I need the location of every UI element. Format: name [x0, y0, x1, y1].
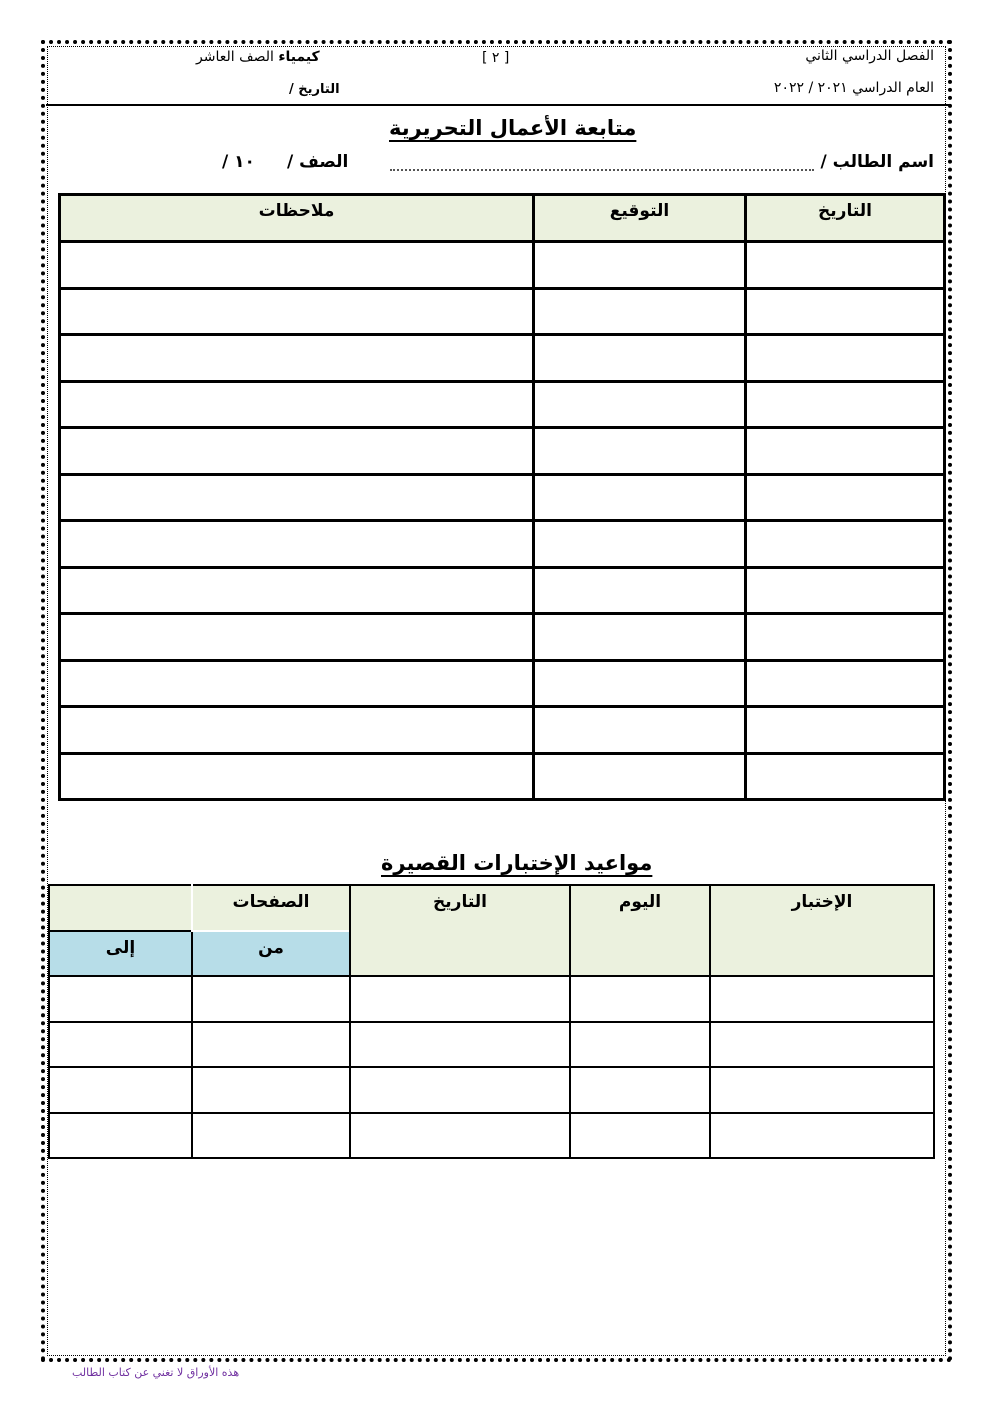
date-cell[interactable] — [350, 976, 570, 1022]
student-name-dots — [390, 169, 814, 171]
date-cell[interactable] — [746, 521, 945, 568]
notes-cell[interactable] — [60, 335, 534, 382]
table-row — [60, 614, 945, 661]
date-label: التاريخ / — [289, 82, 340, 97]
notes-cell[interactable] — [60, 567, 534, 614]
signature-cell[interactable] — [534, 474, 746, 521]
notes-cell[interactable] — [60, 707, 534, 754]
header-pages-spacer — [49, 885, 192, 931]
followup-table — [58, 193, 946, 801]
table-row — [49, 976, 934, 1022]
test-cell[interactable] — [710, 1067, 934, 1113]
table-row — [60, 567, 945, 614]
semester-label: الفصل الدراسي الثاني — [805, 48, 934, 64]
date-cell[interactable] — [746, 567, 945, 614]
to-cell[interactable] — [49, 1022, 192, 1068]
subject-grade — [196, 49, 320, 65]
from-cell[interactable] — [192, 1022, 350, 1068]
date-cell[interactable] — [746, 288, 945, 335]
quiz-header-row — [49, 885, 934, 931]
notes-cell[interactable] — [60, 242, 534, 289]
date-cell[interactable] — [746, 474, 945, 521]
subject-name: كيمياء — [278, 49, 320, 65]
date-cell[interactable] — [350, 1022, 570, 1068]
date-cell[interactable] — [350, 1113, 570, 1159]
header-to: إلى — [49, 931, 192, 976]
date-cell[interactable] — [746, 707, 945, 754]
test-cell[interactable] — [710, 1022, 934, 1068]
footer-note: هذه الأوراق لا تغني عن كتاب الطالب — [72, 1366, 240, 1379]
header-from: من — [192, 931, 350, 976]
to-cell[interactable] — [49, 976, 192, 1022]
grade-text: الصف العاشر — [196, 49, 274, 65]
notes-cell[interactable] — [60, 288, 534, 335]
notes-cell[interactable] — [60, 753, 534, 800]
signature-cell[interactable] — [534, 335, 746, 382]
table-row — [60, 660, 945, 707]
signature-cell[interactable] — [534, 428, 746, 475]
notes-cell[interactable] — [60, 474, 534, 521]
signature-cell[interactable] — [534, 288, 746, 335]
signature-cell[interactable] — [534, 381, 746, 428]
page-number: [ ٢ ] — [482, 50, 510, 66]
signature-cell[interactable] — [534, 567, 746, 614]
header-date: التاريخ — [746, 195, 945, 242]
quiz-title: مواعيد الإختبارات القصيرة — [381, 851, 653, 875]
signature-cell[interactable] — [534, 707, 746, 754]
date-cell[interactable] — [746, 242, 945, 289]
date-cell[interactable] — [350, 1067, 570, 1113]
date-cell[interactable] — [746, 753, 945, 800]
test-cell[interactable] — [710, 976, 934, 1022]
quiz-table-body — [49, 885, 934, 1158]
header-pages: الصفحات — [192, 885, 350, 931]
table-row — [60, 335, 945, 382]
header-day: اليوم — [570, 885, 710, 976]
to-cell[interactable] — [49, 1067, 192, 1113]
notes-cell[interactable] — [60, 660, 534, 707]
signature-cell[interactable] — [534, 660, 746, 707]
header-test: الإختبار — [710, 885, 934, 976]
date-cell[interactable] — [746, 335, 945, 382]
table-row — [60, 381, 945, 428]
class-value: ١٠ / — [222, 152, 255, 172]
table-row — [60, 428, 945, 475]
table-row — [60, 288, 945, 335]
day-cell[interactable] — [570, 1022, 710, 1068]
followup-table-body — [60, 195, 945, 800]
date-cell[interactable] — [746, 660, 945, 707]
day-cell[interactable] — [570, 1113, 710, 1159]
followup-header-row — [60, 195, 945, 242]
from-cell[interactable] — [192, 1067, 350, 1113]
header-signature: التوقيع — [534, 195, 746, 242]
day-cell[interactable] — [570, 976, 710, 1022]
table-row — [60, 521, 945, 568]
class-label: الصف / — [287, 152, 349, 172]
academic-year-label: العام الدراسي ٢٠٢١ / ٢٠٢٢ — [773, 80, 934, 96]
table-row — [60, 707, 945, 754]
notes-cell[interactable] — [60, 381, 534, 428]
header-quiz-date: التاريخ — [350, 885, 570, 976]
day-cell[interactable] — [570, 1067, 710, 1113]
signature-cell[interactable] — [534, 614, 746, 661]
signature-cell[interactable] — [534, 521, 746, 568]
signature-cell[interactable] — [534, 753, 746, 800]
quiz-table — [48, 884, 935, 1159]
table-row — [60, 753, 945, 800]
to-cell[interactable] — [49, 1113, 192, 1159]
table-row — [60, 474, 945, 521]
header-divider — [46, 104, 949, 106]
from-cell[interactable] — [192, 1113, 350, 1159]
date-cell[interactable] — [746, 614, 945, 661]
followup-title: متابعة الأعمال التحريرية — [389, 116, 637, 140]
notes-cell[interactable] — [60, 521, 534, 568]
notes-cell[interactable] — [60, 428, 534, 475]
notes-cell[interactable] — [60, 614, 534, 661]
signature-cell[interactable] — [534, 242, 746, 289]
table-row — [60, 242, 945, 289]
student-name-label: اسم الطالب / — [820, 152, 934, 172]
from-cell[interactable] — [192, 976, 350, 1022]
date-cell[interactable] — [746, 381, 945, 428]
date-cell[interactable] — [746, 428, 945, 475]
test-cell[interactable] — [710, 1113, 934, 1159]
table-row — [49, 1067, 934, 1113]
table-row — [49, 1113, 934, 1159]
table-row — [49, 1022, 934, 1068]
header-notes: ملاحظات — [60, 195, 534, 242]
